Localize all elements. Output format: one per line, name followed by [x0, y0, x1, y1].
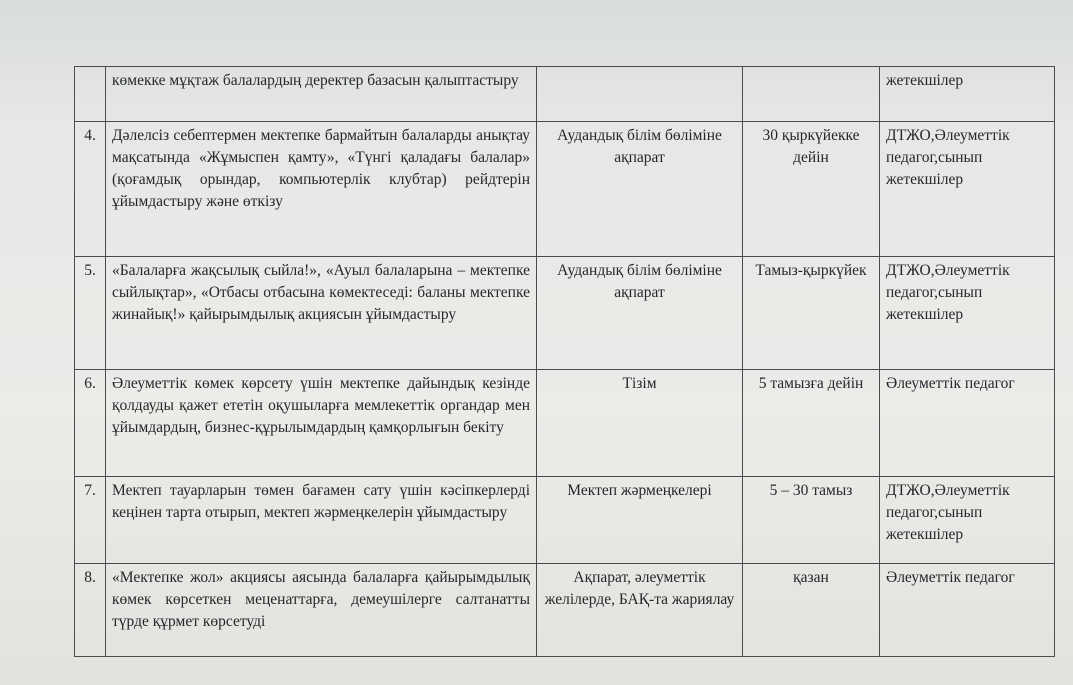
term-cell: Тамыз-қыркүйек [743, 257, 880, 370]
responsible-cell: жетекшілер [880, 67, 1055, 122]
responsible-cell: ДТЖО,Әлеуметтік педагог,сынып жетекшілер [880, 122, 1055, 257]
row-number [75, 67, 106, 122]
event-cell: «Мектепке жол» акциясы аясында балаларға қайырымдылық көмек көрсеткен меценаттарға, демеушілерге салтанатты түрде құрмет көрсетуді [106, 564, 537, 657]
table-row [75, 67, 1055, 122]
responsible-cell: ДТЖО,Әлеуметтік педагог,сынып жетекшілер [880, 257, 1055, 370]
term-cell: 5 тамызға дейін [743, 370, 880, 477]
form-cell: Тізім [537, 370, 743, 477]
event-cell: «Балаларға жақсылық сыйла!», «Ауыл балаларына – мектепке сыйлықтар», «Отбасы отбасына көмектеседі: баланы мектепке жинайық!» қайырымдылық акциясын ұйымдастыру [106, 257, 537, 370]
responsible-cell: Әлеуметтік педагог [880, 370, 1055, 477]
form-cell [537, 67, 743, 122]
row-number: 7. [75, 477, 106, 564]
event-cell: Дәлелсіз себептермен мектепке бармайтын балаларды анықтау мақсатында «Жұмыспен қамту», «Түнгі қаладағы балалар» (қоғамдық орындар, компьютерлік клубтар) рейдтерін ұйымдастыру және өткізу [106, 122, 537, 257]
event-cell: Әлеуметтік көмек көрсету үшін мектепке дайындық кезінде қолдауды қажет ететін оқушыларға мемлекеттік органдар мен ұйымдардың, бизнес-құрылымдардың қамқорлығын бекіту [106, 370, 537, 477]
event-cell: Мектеп тауарларын төмен бағамен сату үшін кәсіпкерлерді кеңінен тарта отырып, мектеп жәрмеңкелерін ұйымдастыру [106, 477, 537, 564]
row-number: 8. [75, 564, 106, 657]
table-row [75, 370, 1055, 477]
responsible-cell: ДТЖО,Әлеуметтік педагог,сынып жетекшілер [880, 477, 1055, 564]
form-cell: Аудандық білім бөліміне ақпарат [537, 257, 743, 370]
form-cell: Аудандық білім бөліміне ақпарат [537, 122, 743, 257]
responsible-cell: Әлеуметтік педагог [880, 564, 1055, 657]
plan-table [74, 66, 1055, 657]
term-cell: 30 қыркүйекке дейін [743, 122, 880, 257]
term-cell: 5 – 30 тамыз [743, 477, 880, 564]
form-cell: Мектеп жәрмеңкелері [537, 477, 743, 564]
term-cell: қазан [743, 564, 880, 657]
term-cell [743, 67, 880, 122]
row-number: 6. [75, 370, 106, 477]
row-number: 5. [75, 257, 106, 370]
row-number: 4. [75, 122, 106, 257]
table-row [75, 564, 1055, 657]
event-cell: көмекке мұқтаж балалардың деректер базасын қалыптастыру [106, 67, 537, 122]
form-cell: Ақпарат, әлеуметтік желілерде, БАҚ-та жариялау [537, 564, 743, 657]
table-row [75, 257, 1055, 370]
table-row [75, 477, 1055, 564]
table-row [75, 122, 1055, 257]
